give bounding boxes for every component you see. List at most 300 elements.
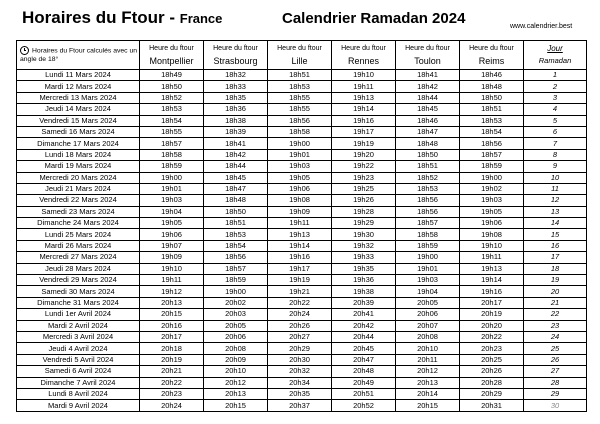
time-cell-reims: 20h19 — [460, 309, 524, 320]
date-cell: Samedi 23 Mars 2024 — [17, 206, 140, 217]
time-cell-montpellier: 18h54 — [140, 115, 204, 126]
time-cell-reims: 19h03 — [460, 195, 524, 206]
time-cell-rennes: 19h13 — [332, 92, 396, 103]
city-name: Lille — [291, 56, 308, 66]
time-cell-lille: 20h34 — [268, 377, 332, 388]
date-cell: Dimanche 17 Mars 2024 — [17, 138, 140, 149]
time-cell-toulon: 18h53 — [396, 183, 460, 194]
table-row — [17, 92, 587, 103]
time-cell-toulon: 18h45 — [396, 104, 460, 115]
city-name: Montpellier — [149, 56, 194, 66]
ramadan-day-cell: 16 — [524, 240, 587, 251]
time-cell-lille: 19h01 — [268, 149, 332, 160]
time-cell-toulon: 19h04 — [396, 286, 460, 297]
city-header-rennes — [332, 41, 396, 70]
time-cell-toulon: 18h52 — [396, 172, 460, 183]
jour-label: Jour — [547, 44, 563, 53]
time-cell-reims: 18h56 — [460, 138, 524, 149]
time-cell-toulon: 18h47 — [396, 126, 460, 137]
time-cell-montpellier: 20h19 — [140, 354, 204, 365]
time-cell-reims: 18h54 — [460, 126, 524, 137]
time-cell-montpellier: 18h55 — [140, 126, 204, 137]
time-cell-strasbourg: 18h51 — [204, 218, 268, 229]
ramadan-day-cell: 4 — [524, 104, 587, 115]
time-cell-reims: 20h23 — [460, 343, 524, 354]
date-cell: Lundi 25 Mars 2024 — [17, 229, 140, 240]
title-country: France — [179, 11, 223, 26]
time-cell-rennes: 19h30 — [332, 229, 396, 240]
jour-ramadan-header — [524, 41, 587, 70]
date-cell: Vendredi 22 Mars 2024 — [17, 195, 140, 206]
time-cell-lille: 20h29 — [268, 343, 332, 354]
date-cell: Jeudi 28 Mars 2024 — [17, 263, 140, 274]
title-text: Horaires du Ftour — [22, 8, 165, 27]
city-header-montpellier — [140, 41, 204, 70]
time-cell-strasbourg: 18h50 — [204, 206, 268, 217]
time-cell-strasbourg: 18h36 — [204, 104, 268, 115]
time-cell-rennes: 19h20 — [332, 149, 396, 160]
city-header-toulon — [396, 41, 460, 70]
date-cell: Jeudi 14 Mars 2024 — [17, 104, 140, 115]
ramadan-day-cell: 19 — [524, 275, 587, 286]
time-cell-rennes: 19h19 — [332, 138, 396, 149]
time-cell-lille: 20h24 — [268, 309, 332, 320]
time-cell-lille: 19h19 — [268, 275, 332, 286]
ramadan-day-cell: 12 — [524, 195, 587, 206]
table-row — [17, 183, 587, 194]
title-separator: - — [169, 8, 176, 27]
table-row — [17, 331, 587, 342]
time-cell-reims: 18h53 — [460, 115, 524, 126]
time-cell-montpellier: 18h50 — [140, 81, 204, 92]
time-cell-rennes: 20h42 — [332, 320, 396, 331]
ramadan-day-cell: 3 — [524, 92, 587, 103]
table-row — [17, 70, 587, 81]
time-cell-strasbourg: 18h33 — [204, 81, 268, 92]
ramadan-day-cell: 10 — [524, 172, 587, 183]
ftour-table — [16, 40, 587, 412]
time-cell-strasbourg: 20h05 — [204, 320, 268, 331]
time-cell-toulon: 18h44 — [396, 92, 460, 103]
time-cell-rennes: 20h39 — [332, 297, 396, 308]
date-cell: Lundi 18 Mars 2024 — [17, 149, 140, 160]
time-cell-toulon: 20h13 — [396, 377, 460, 388]
city-header-prefix: Heure du ftour — [277, 45, 322, 52]
time-cell-montpellier: 19h06 — [140, 229, 204, 240]
ramadan-day-cell: 26 — [524, 354, 587, 365]
time-cell-lille: 18h58 — [268, 126, 332, 137]
table-row — [17, 81, 587, 92]
time-cell-lille: 19h03 — [268, 161, 332, 172]
table-row — [17, 172, 587, 183]
time-cell-strasbourg: 20h13 — [204, 388, 268, 399]
ramadan-day-cell: 22 — [524, 309, 587, 320]
time-cell-montpellier: 20h24 — [140, 400, 204, 411]
time-cell-rennes: 19h26 — [332, 195, 396, 206]
time-cell-rennes: 20h44 — [332, 331, 396, 342]
time-cell-montpellier: 19h04 — [140, 206, 204, 217]
ramadan-label: Ramadan — [538, 56, 572, 65]
time-cell-lille: 19h11 — [268, 218, 332, 229]
date-cell: Mardi 12 Mars 2024 — [17, 81, 140, 92]
time-cell-rennes: 19h38 — [332, 286, 396, 297]
table-row — [17, 195, 587, 206]
time-cell-reims: 19h13 — [460, 263, 524, 274]
date-cell: Dimanche 24 Mars 2024 — [17, 218, 140, 229]
table-row — [17, 286, 587, 297]
date-cell: Mercredi 3 Avril 2024 — [17, 331, 140, 342]
time-cell-reims: 19h06 — [460, 218, 524, 229]
table-row — [17, 400, 587, 411]
city-name: Strasbourg — [213, 56, 258, 66]
ramadan-day-cell: 15 — [524, 229, 587, 240]
time-cell-montpellier: 18h58 — [140, 149, 204, 160]
time-cell-strasbourg: 18h47 — [204, 183, 268, 194]
time-cell-toulon: 19h01 — [396, 263, 460, 274]
time-cell-toulon: 20h05 — [396, 297, 460, 308]
time-cell-reims: 20h29 — [460, 388, 524, 399]
time-cell-lille: 18h55 — [268, 104, 332, 115]
time-cell-strasbourg: 20h15 — [204, 400, 268, 411]
ramadan-day-cell: 29 — [524, 388, 587, 399]
time-cell-toulon: 18h41 — [396, 70, 460, 81]
time-cell-reims: 18h50 — [460, 92, 524, 103]
time-cell-rennes: 20h47 — [332, 354, 396, 365]
ramadan-day-cell: 23 — [524, 320, 587, 331]
table-row — [17, 354, 587, 365]
time-cell-strasbourg: 20h02 — [204, 297, 268, 308]
date-cell: Vendredi 5 Avril 2024 — [17, 354, 140, 365]
time-cell-rennes: 19h32 — [332, 240, 396, 251]
time-cell-lille: 20h32 — [268, 366, 332, 377]
time-cell-reims: 20h25 — [460, 354, 524, 365]
time-cell-reims: 18h46 — [460, 70, 524, 81]
ramadan-day-cell: 11 — [524, 183, 587, 194]
ramadan-day-cell: 27 — [524, 366, 587, 377]
date-cell: Mardi 2 Avril 2024 — [17, 320, 140, 331]
time-cell-reims: 19h00 — [460, 172, 524, 183]
time-cell-montpellier: 19h05 — [140, 218, 204, 229]
city-header-prefix: Heure du ftour — [341, 45, 386, 52]
city-header-prefix: Heure du ftour — [213, 45, 258, 52]
time-cell-strasbourg: 18h42 — [204, 149, 268, 160]
table-header-row — [17, 41, 587, 70]
time-cell-reims: 18h48 — [460, 81, 524, 92]
city-header-reims — [460, 41, 524, 70]
page-header — [0, 0, 600, 38]
time-cell-strasbourg: 18h57 — [204, 263, 268, 274]
ramadan-day-cell: 21 — [524, 297, 587, 308]
time-cell-strasbourg: 18h41 — [204, 138, 268, 149]
table-row — [17, 240, 587, 251]
time-cell-rennes: 19h36 — [332, 275, 396, 286]
date-cell: Mercredi 20 Mars 2024 — [17, 172, 140, 183]
table-row — [17, 252, 587, 263]
time-cell-reims: 18h51 — [460, 104, 524, 115]
time-cell-lille: 18h55 — [268, 92, 332, 103]
time-cell-toulon: 20h06 — [396, 309, 460, 320]
time-cell-rennes: 20h48 — [332, 366, 396, 377]
time-cell-rennes: 19h28 — [332, 206, 396, 217]
table-row — [17, 320, 587, 331]
angle-note — [17, 41, 140, 70]
time-cell-lille: 20h37 — [268, 400, 332, 411]
time-cell-strasbourg: 18h38 — [204, 115, 268, 126]
table-row — [17, 206, 587, 217]
time-cell-rennes: 19h17 — [332, 126, 396, 137]
time-cell-toulon: 18h50 — [396, 149, 460, 160]
date-cell: Lundi 11 Mars 2024 — [17, 70, 140, 81]
time-cell-reims: 19h05 — [460, 206, 524, 217]
time-cell-reims: 19h11 — [460, 252, 524, 263]
ramadan-day-cell: 7 — [524, 138, 587, 149]
time-cell-toulon: 18h59 — [396, 240, 460, 251]
table-row — [17, 388, 587, 399]
time-cell-montpellier: 19h07 — [140, 240, 204, 251]
table-row — [17, 343, 587, 354]
time-cell-montpellier: 18h57 — [140, 138, 204, 149]
time-cell-strasbourg: 18h56 — [204, 252, 268, 263]
city-header-prefix: Heure du ftour — [469, 45, 514, 52]
time-cell-lille: 20h26 — [268, 320, 332, 331]
ramadan-day-cell: 18 — [524, 263, 587, 274]
time-cell-rennes: 19h35 — [332, 263, 396, 274]
page-title — [22, 8, 222, 28]
table-row — [17, 275, 587, 286]
clock-icon — [20, 46, 29, 55]
time-cell-reims: 19h08 — [460, 229, 524, 240]
table-row — [17, 218, 587, 229]
time-cell-montpellier: 18h49 — [140, 70, 204, 81]
time-cell-rennes: 19h10 — [332, 70, 396, 81]
website-link[interactable]: www.calendrier.best — [510, 23, 573, 30]
time-cell-strasbourg: 20h09 — [204, 354, 268, 365]
date-cell: Dimanche 7 Avril 2024 — [17, 377, 140, 388]
date-cell: Samedi 6 Avril 2024 — [17, 366, 140, 377]
time-cell-montpellier: 19h12 — [140, 286, 204, 297]
time-cell-strasbourg: 18h48 — [204, 195, 268, 206]
city-header-prefix: Heure du ftour — [149, 45, 194, 52]
time-cell-toulon: 20h08 — [396, 331, 460, 342]
time-cell-toulon: 20h15 — [396, 400, 460, 411]
time-cell-rennes: 19h25 — [332, 183, 396, 194]
ramadan-day-cell: 24 — [524, 331, 587, 342]
time-cell-reims: 20h17 — [460, 297, 524, 308]
time-cell-rennes: 19h23 — [332, 172, 396, 183]
time-cell-montpellier: 20h13 — [140, 297, 204, 308]
ramadan-day-cell: 5 — [524, 115, 587, 126]
time-cell-toulon: 20h14 — [396, 388, 460, 399]
time-cell-reims: 20h20 — [460, 320, 524, 331]
date-cell: Vendredi 15 Mars 2024 — [17, 115, 140, 126]
time-cell-strasbourg: 20h06 — [204, 331, 268, 342]
time-cell-toulon: 20h07 — [396, 320, 460, 331]
time-cell-lille: 20h27 — [268, 331, 332, 342]
date-cell: Mercredi 13 Mars 2024 — [17, 92, 140, 103]
ramadan-day-cell: 20 — [524, 286, 587, 297]
time-cell-montpellier: 20h22 — [140, 377, 204, 388]
time-cell-reims: 20h31 — [460, 400, 524, 411]
time-cell-lille: 20h30 — [268, 354, 332, 365]
time-cell-toulon: 19h03 — [396, 275, 460, 286]
city-header-prefix: Heure du ftour — [405, 45, 450, 52]
time-cell-rennes: 19h22 — [332, 161, 396, 172]
ramadan-day-cell: 13 — [524, 206, 587, 217]
time-cell-toulon: 18h56 — [396, 206, 460, 217]
table-row — [17, 263, 587, 274]
time-cell-reims: 19h16 — [460, 286, 524, 297]
time-cell-reims: 18h59 — [460, 161, 524, 172]
date-cell: Samedi 16 Mars 2024 — [17, 126, 140, 137]
table-row — [17, 149, 587, 160]
time-cell-reims: 19h02 — [460, 183, 524, 194]
time-cell-lille: 19h06 — [268, 183, 332, 194]
time-cell-lille: 18h56 — [268, 115, 332, 126]
time-cell-toulon: 18h56 — [396, 195, 460, 206]
time-cell-rennes: 20h41 — [332, 309, 396, 320]
time-cell-toulon: 18h57 — [396, 218, 460, 229]
time-cell-reims: 20h28 — [460, 377, 524, 388]
time-cell-lille: 20h35 — [268, 388, 332, 399]
time-cell-rennes: 20h51 — [332, 388, 396, 399]
table-row — [17, 138, 587, 149]
time-cell-reims: 20h22 — [460, 331, 524, 342]
ramadan-day-cell: 17 — [524, 252, 587, 263]
time-cell-montpellier: 20h15 — [140, 309, 204, 320]
time-cell-rennes: 20h49 — [332, 377, 396, 388]
time-cell-toulon: 20h10 — [396, 343, 460, 354]
time-cell-montpellier: 20h17 — [140, 331, 204, 342]
time-cell-lille: 19h08 — [268, 195, 332, 206]
time-cell-toulon: 18h46 — [396, 115, 460, 126]
time-cell-lille: 19h00 — [268, 138, 332, 149]
ramadan-day-cell: 28 — [524, 377, 587, 388]
time-cell-reims: 19h10 — [460, 240, 524, 251]
time-cell-strasbourg: 19h00 — [204, 286, 268, 297]
time-cell-toulon: 18h42 — [396, 81, 460, 92]
date-cell: Mercredi 27 Mars 2024 — [17, 252, 140, 263]
time-cell-toulon: 20h11 — [396, 354, 460, 365]
time-cell-rennes: 19h11 — [332, 81, 396, 92]
time-cell-rennes: 19h14 — [332, 104, 396, 115]
ramadan-day-cell: 30 — [524, 400, 587, 411]
date-cell: Mardi 9 Avril 2024 — [17, 400, 140, 411]
time-cell-toulon: 20h12 — [396, 366, 460, 377]
time-cell-lille: 18h51 — [268, 70, 332, 81]
time-cell-strasbourg: 20h08 — [204, 343, 268, 354]
date-cell: Samedi 30 Mars 2024 — [17, 286, 140, 297]
date-cell: Vendredi 29 Mars 2024 — [17, 275, 140, 286]
angle-note-text: Horaires du Ftour calculés avec un angle de 18° — [20, 47, 138, 64]
ramadan-day-cell: 9 — [524, 161, 587, 172]
time-cell-montpellier: 19h09 — [140, 252, 204, 263]
time-cell-strasbourg: 18h53 — [204, 229, 268, 240]
city-name: Reims — [478, 56, 505, 66]
time-cell-strasbourg: 20h10 — [204, 366, 268, 377]
city-name: Toulon — [414, 56, 441, 66]
time-cell-montpellier: 19h10 — [140, 263, 204, 274]
time-cell-montpellier: 18h59 — [140, 161, 204, 172]
time-cell-reims: 18h57 — [460, 149, 524, 160]
time-cell-lille: 19h17 — [268, 263, 332, 274]
time-cell-toulon: 18h51 — [396, 161, 460, 172]
time-cell-montpellier: 20h18 — [140, 343, 204, 354]
ramadan-day-cell: 14 — [524, 218, 587, 229]
table-row — [17, 309, 587, 320]
time-cell-strasbourg: 18h54 — [204, 240, 268, 251]
time-cell-lille: 20h22 — [268, 297, 332, 308]
ramadan-day-cell: 2 — [524, 81, 587, 92]
time-cell-lille: 19h21 — [268, 286, 332, 297]
date-cell: Jeudi 4 Avril 2024 — [17, 343, 140, 354]
table-row — [17, 297, 587, 308]
time-cell-montpellier: 20h23 — [140, 388, 204, 399]
city-header-strasbourg — [204, 41, 268, 70]
table-row — [17, 366, 587, 377]
time-cell-toulon: 18h48 — [396, 138, 460, 149]
time-cell-strasbourg: 18h45 — [204, 172, 268, 183]
time-cell-montpellier: 20h21 — [140, 366, 204, 377]
time-cell-reims: 20h26 — [460, 366, 524, 377]
time-cell-montpellier: 18h53 — [140, 104, 204, 115]
ramadan-day-cell: 6 — [524, 126, 587, 137]
date-cell: Dimanche 31 Mars 2024 — [17, 297, 140, 308]
table-row — [17, 126, 587, 137]
time-cell-lille: 19h14 — [268, 240, 332, 251]
ramadan-day-cell: 25 — [524, 343, 587, 354]
time-cell-montpellier: 19h00 — [140, 172, 204, 183]
calendar-subtitle: Calendrier Ramadan 2024 — [282, 10, 466, 27]
time-cell-rennes: 20h52 — [332, 400, 396, 411]
time-cell-rennes: 19h33 — [332, 252, 396, 263]
date-cell: Jeudi 21 Mars 2024 — [17, 183, 140, 194]
date-cell: Lundi 1er Avril 2024 — [17, 309, 140, 320]
time-cell-montpellier: 18h52 — [140, 92, 204, 103]
time-cell-strasbourg: 20h12 — [204, 377, 268, 388]
time-cell-montpellier: 19h03 — [140, 195, 204, 206]
ramadan-day-cell: 8 — [524, 149, 587, 160]
time-cell-strasbourg: 18h35 — [204, 92, 268, 103]
ramadan-day-cell: 1 — [524, 70, 587, 81]
city-name: Rennes — [347, 56, 380, 66]
table-row — [17, 104, 587, 115]
time-cell-strasbourg: 18h32 — [204, 70, 268, 81]
table-row — [17, 161, 587, 172]
time-cell-strasbourg: 18h44 — [204, 161, 268, 172]
time-cell-toulon: 19h00 — [396, 252, 460, 263]
time-cell-lille: 19h13 — [268, 229, 332, 240]
time-cell-reims: 19h14 — [460, 275, 524, 286]
table-row — [17, 115, 587, 126]
table-row — [17, 377, 587, 388]
date-cell: Mardi 19 Mars 2024 — [17, 161, 140, 172]
city-header-lille — [268, 41, 332, 70]
time-cell-lille: 19h16 — [268, 252, 332, 263]
time-cell-lille: 19h05 — [268, 172, 332, 183]
time-cell-strasbourg: 20h03 — [204, 309, 268, 320]
time-cell-montpellier: 19h01 — [140, 183, 204, 194]
time-cell-montpellier: 20h16 — [140, 320, 204, 331]
date-cell: Mardi 26 Mars 2024 — [17, 240, 140, 251]
time-cell-rennes: 19h16 — [332, 115, 396, 126]
time-cell-rennes: 19h29 — [332, 218, 396, 229]
time-cell-lille: 19h09 — [268, 206, 332, 217]
time-cell-rennes: 20h45 — [332, 343, 396, 354]
date-cell: Lundi 8 Avril 2024 — [17, 388, 140, 399]
time-cell-montpellier: 19h11 — [140, 275, 204, 286]
time-cell-lille: 18h53 — [268, 81, 332, 92]
table-row — [17, 229, 587, 240]
